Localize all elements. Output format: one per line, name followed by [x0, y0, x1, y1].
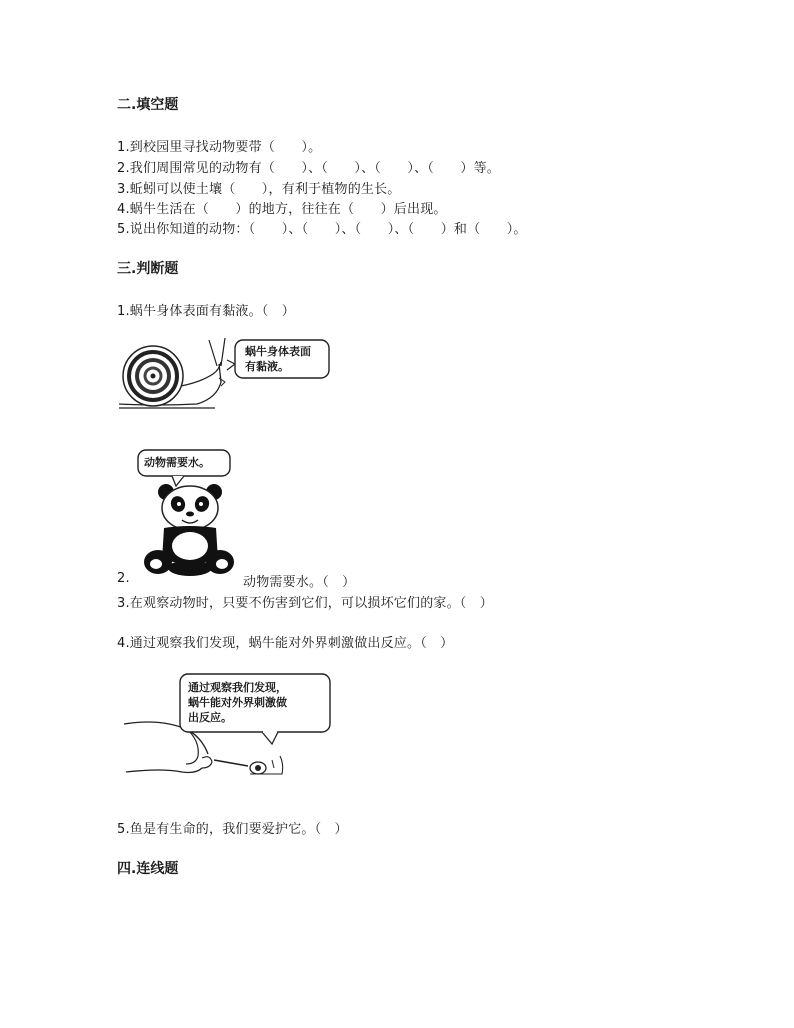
judge-question-2-number: 2. — [117, 571, 130, 586]
hand-snail-illustration — [122, 672, 334, 780]
snail-illustration — [117, 334, 337, 416]
hand-speech-bubble: 通过观察我们发现， 蜗牛能对外界刺激做 出反应。 — [188, 681, 287, 724]
judge-question-2-text: 动物需要水。（ ） — [243, 575, 356, 590]
section-title-fill: 二.填空题 — [117, 97, 179, 113]
judge-question-5: 5.鱼是有生命的，我们要爱护它。（ ） — [117, 822, 348, 837]
snail-speech-bubble: 蜗牛身体表面 有黏液。 — [245, 345, 311, 373]
fill-question-2: 2.我们周围常见的动物有（ ）、（ ）、（ ）、（ ）等。 — [117, 161, 501, 176]
panda-illustration — [136, 448, 246, 580]
fill-question-5: 5.说出你知道的动物：（ ）、（ ）、（ ）、（ ）和（ ）。 — [117, 222, 527, 237]
panda-speech-bubble: 动物需要水。 — [144, 456, 210, 469]
fill-question-1: 1.到校园里寻找动物要带（ ）。 — [117, 140, 322, 155]
judge-question-4: 4.通过观察我们发现，蜗牛能对外界刺激做出反应。（ ） — [117, 636, 454, 651]
fill-question-3: 3.蚯蚓可以使土壤（ ），有利于植物的生长。 — [117, 182, 401, 197]
section-title-judge: 三.判断题 — [117, 261, 179, 277]
judge-question-1: 1.蜗牛身体表面有黏液。（ ） — [117, 304, 295, 319]
judge-question-3: 3.在观察动物时，只要不伤害到它们，可以损坏它们的家。（ ） — [117, 596, 493, 611]
section-title-match: 四.连线题 — [117, 861, 179, 877]
fill-question-4: 4.蜗牛生活在（ ）的地方，往往在（ ）后出现。 — [117, 202, 447, 217]
